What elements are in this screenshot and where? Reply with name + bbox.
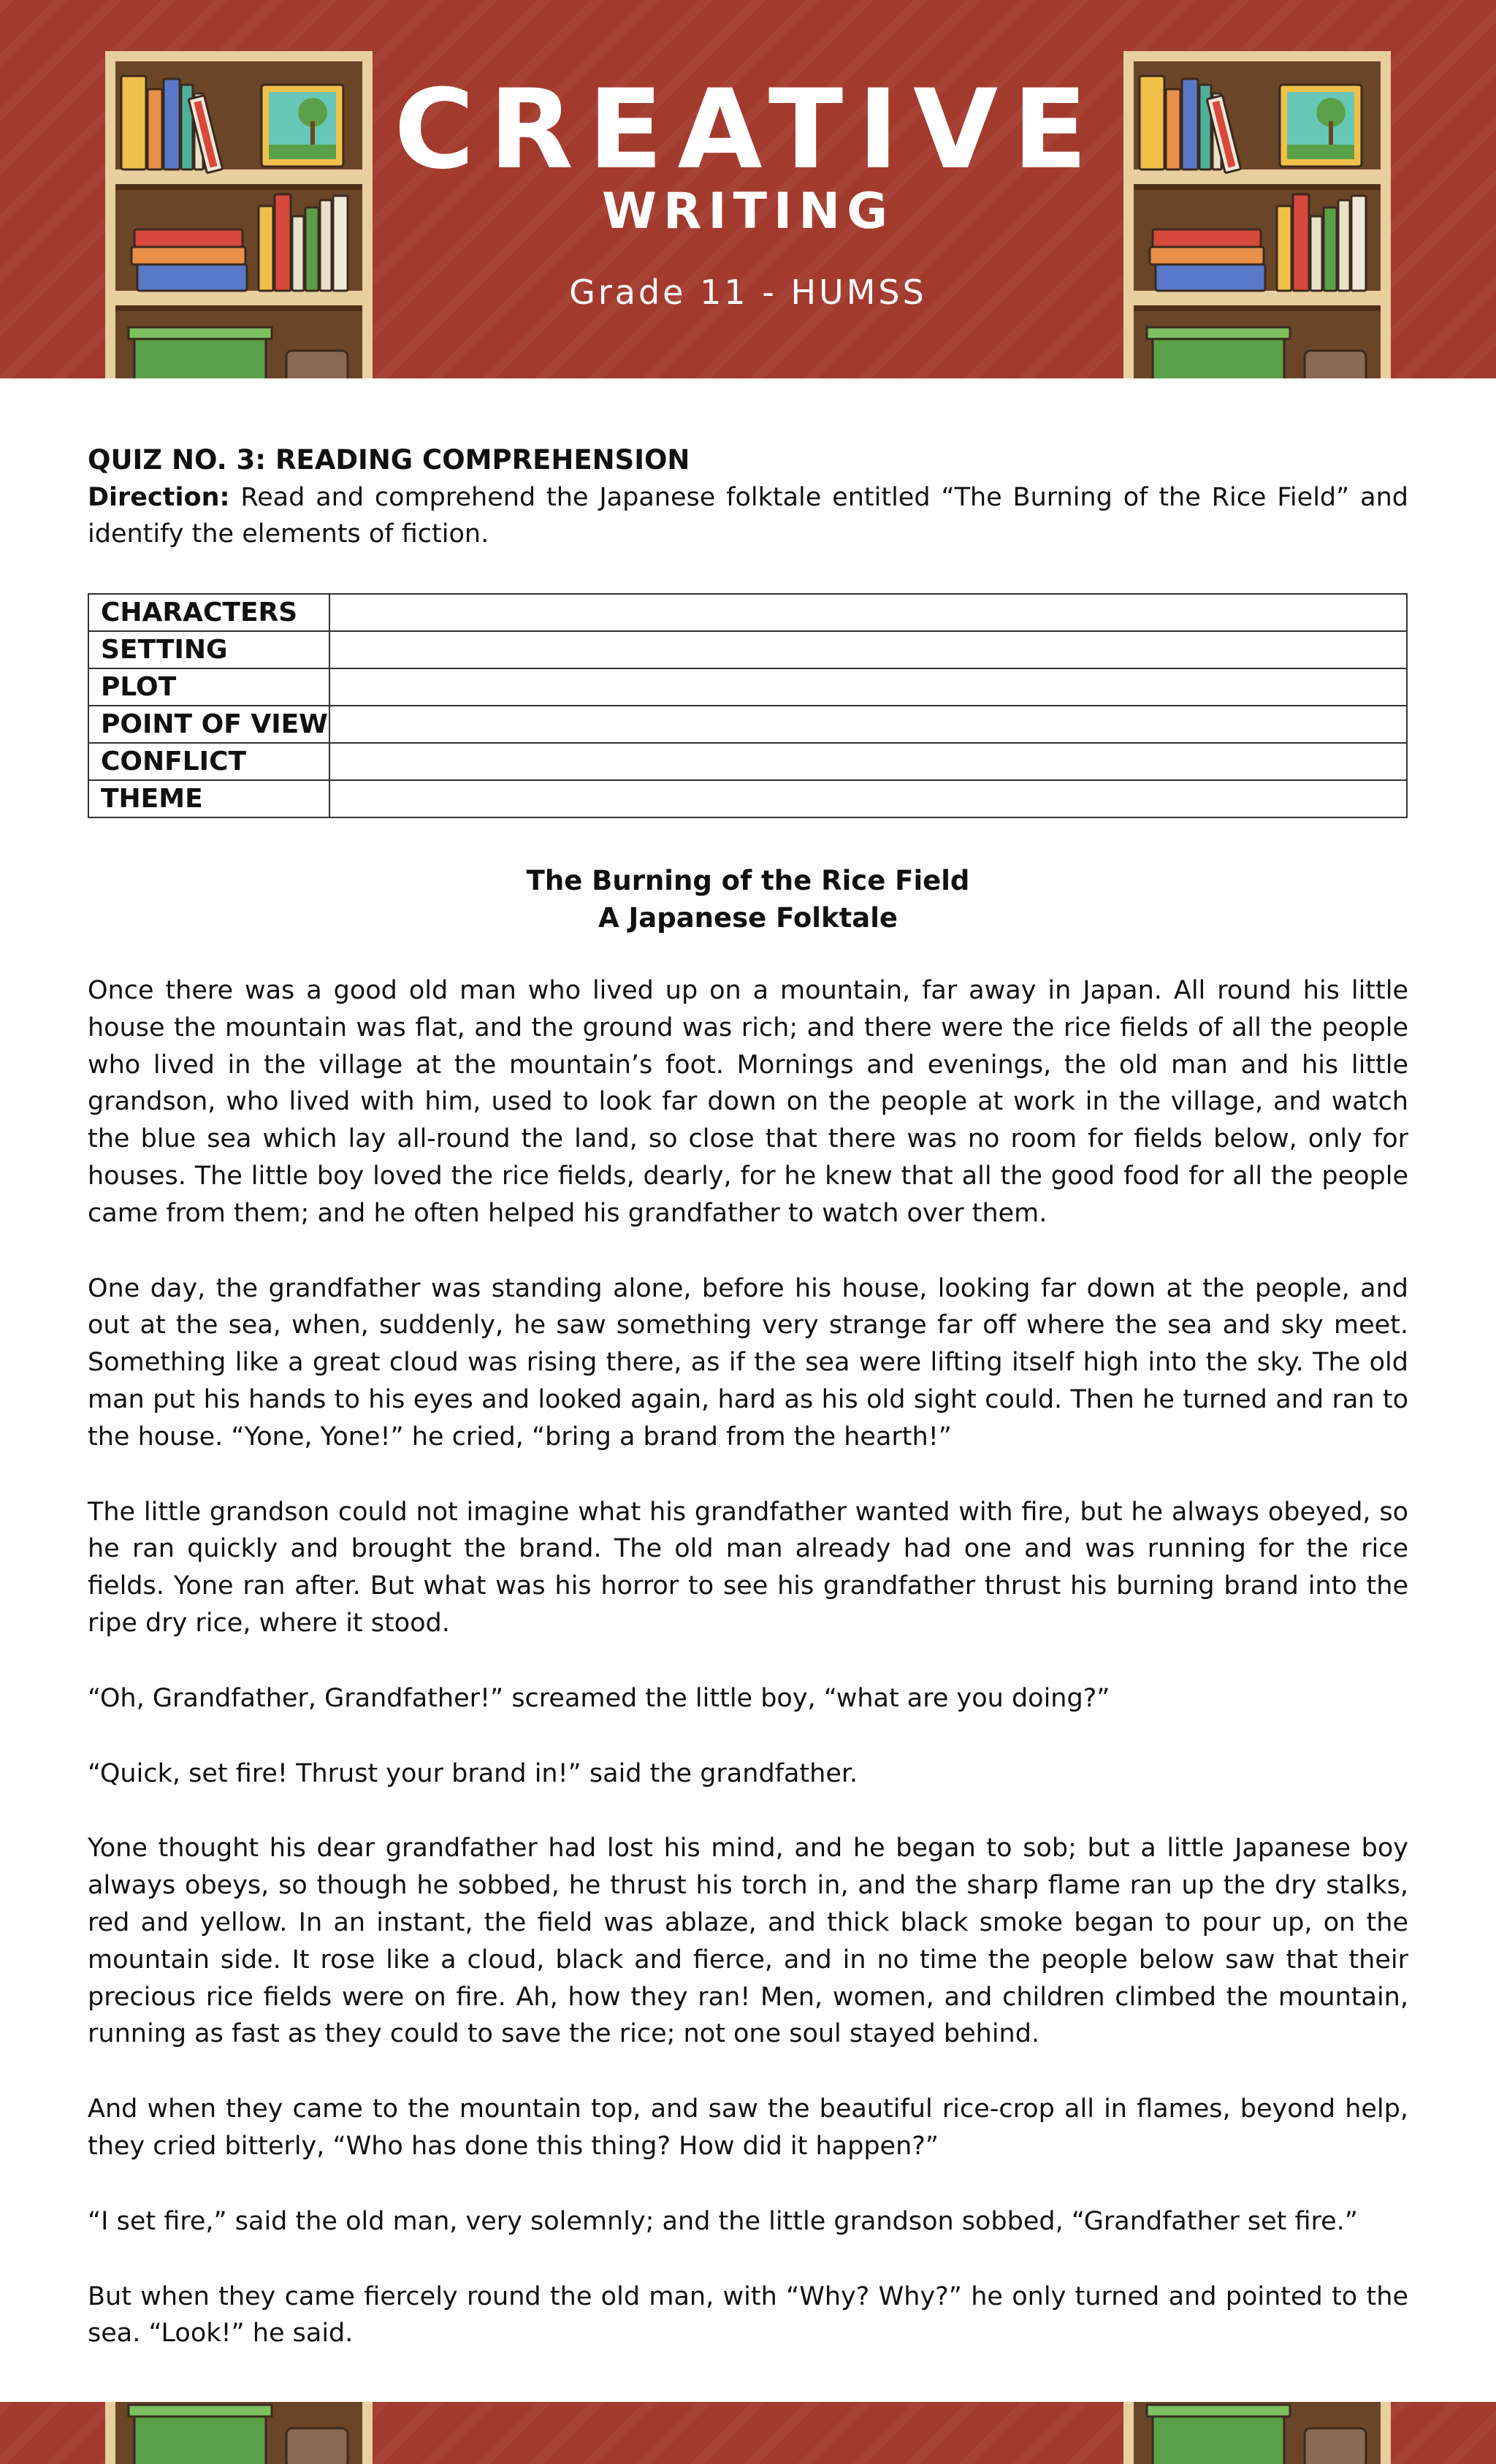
answer-cell-characters[interactable] bbox=[329, 594, 1407, 631]
banner-title: CREATIVE bbox=[394, 66, 1102, 194]
table-row bbox=[88, 706, 1407, 743]
table-row bbox=[88, 668, 1407, 706]
table-row bbox=[88, 631, 1407, 668]
banner-grade: Grade 11 - HUMSS bbox=[569, 272, 927, 312]
quiz-title: QUIZ NO. 3: READING COMPREHENSION bbox=[88, 444, 690, 476]
story-body bbox=[88, 972, 1408, 2390]
answer-cell-plot[interactable] bbox=[329, 668, 1407, 706]
banner-subtitle: WRITING bbox=[601, 183, 895, 240]
answer-cell-point-of-view[interactable] bbox=[329, 706, 1407, 743]
elements-of-fiction-table bbox=[88, 593, 1408, 818]
story-paragraph: “Quick, set fire! Thrust your brand in!” said the grandfather. bbox=[88, 1758, 858, 1788]
story-paragraph: “Oh, Grandfather, Grandfather!” screamed the little boy, “what are you doing?” bbox=[88, 1683, 1110, 1713]
row-label-setting: SETTING bbox=[88, 631, 329, 668]
table-row bbox=[88, 780, 1407, 817]
row-label-point-of-view: POINT OF VIEW bbox=[88, 706, 329, 743]
table-row bbox=[88, 743, 1407, 780]
bookshelf-bottom-left bbox=[105, 2402, 373, 2464]
direction-label: Direction: bbox=[88, 483, 230, 512]
story-paragraph: “I set fire,” said the old man, very solemnly; and the little grandson sobbed, “Grandfather set fire.” bbox=[88, 2206, 1358, 2236]
bookshelf-bottom-right bbox=[1123, 2402, 1391, 2464]
row-label-conflict: CONFLICT bbox=[88, 743, 329, 780]
footer-banner bbox=[0, 2402, 1496, 2464]
table-row bbox=[88, 594, 1407, 631]
answer-cell-setting[interactable] bbox=[329, 631, 1407, 668]
row-label-plot: PLOT bbox=[88, 668, 329, 706]
direction-text: Read and comprehend the Japanese folktale entitled “The Burning of the Rice Field” and identify the elements of fiction. bbox=[88, 483, 1408, 549]
row-label-characters: CHARACTERS bbox=[88, 594, 329, 631]
answer-cell-theme[interactable] bbox=[329, 780, 1407, 817]
story-paragraph: Yone thought his dear grandfather had lost his mind, and he began to sob; but a little Japanese boy always obeys, so though he sobbed, he thrust his torch in, and the sharp flame ran up the dry stalks, red and yellow. In an instant, the field was ablaze, and thick black smoke began to pour up, on the mountain side. It rose like a cloud, black and fierce, and in no time the people below saw that their precious rice fields were on fire. Ah, how they ran! Men, women, and children climbed the mountain, running as fast as they could to save the rice; not one soul stayed behind. bbox=[88, 1834, 1408, 2049]
answer-cell-conflict[interactable] bbox=[329, 743, 1407, 780]
story-paragraph: And when they came to the mountain top, and saw the beautiful rice-crop all in flames, beyond help, they cried bitterly, “Who has done this thing? How did it happen?” bbox=[88, 2094, 1408, 2161]
quiz-direction bbox=[88, 479, 1408, 552]
quiz-section bbox=[88, 441, 1408, 552]
story-paragraph: Once there was a good old man who lived up on a mountain, far away in Japan. All round his little house the mountain was flat, and the ground was rich; and there were the rice fields of all the people who lived in the village at the mountain’s foot. Mornings and evenings, the old man and his little grandson, who lived with him, used to look far down on the people at work in the village, and watch the blue sea which lay all-round the land, so close that there was no room for fields below, only for houses. The little boy loved the rice fields, dearly, for he knew that all the good food for all the people came from them; and he often helped his grandfather to watch over them. bbox=[88, 976, 1408, 1228]
story-title: The Burning of the Rice Field bbox=[526, 865, 970, 896]
story-paragraph: But when they came fiercely round the old man, with “Why? Why?” he only turned and pointed to the sea. “Look!” he said. bbox=[88, 2281, 1408, 2349]
story-paragraph: The little grandson could not imagine what his grandfather wanted with fire, but he always obeyed, so he ran quickly and brought the brand. The old man already had one and was running for the rice fields. Yone ran after. But what was his horror to see his grandfather thrust his burning brand into the ripe dry rice, where it stood. bbox=[88, 1497, 1408, 1638]
row-label-theme: THEME bbox=[88, 780, 329, 817]
story-paragraph: One day, the grandfather was standing alone, before his house, looking far down at the people, and out at the sea, when, suddenly, he saw something very strange far off where the sea and sky meet. Something like a great cloud was rising there, as if the sea were lifting itself high into the sky. The old man put his hands to his eyes and looked again, hard as his old sight could. Then he turned and ran to the house. “Yone, Yone!” he cried, “bring a brand from the hearth!” bbox=[88, 1273, 1408, 1452]
story-subtitle: A Japanese Folktale bbox=[598, 902, 898, 934]
header-banner bbox=[0, 0, 1496, 378]
